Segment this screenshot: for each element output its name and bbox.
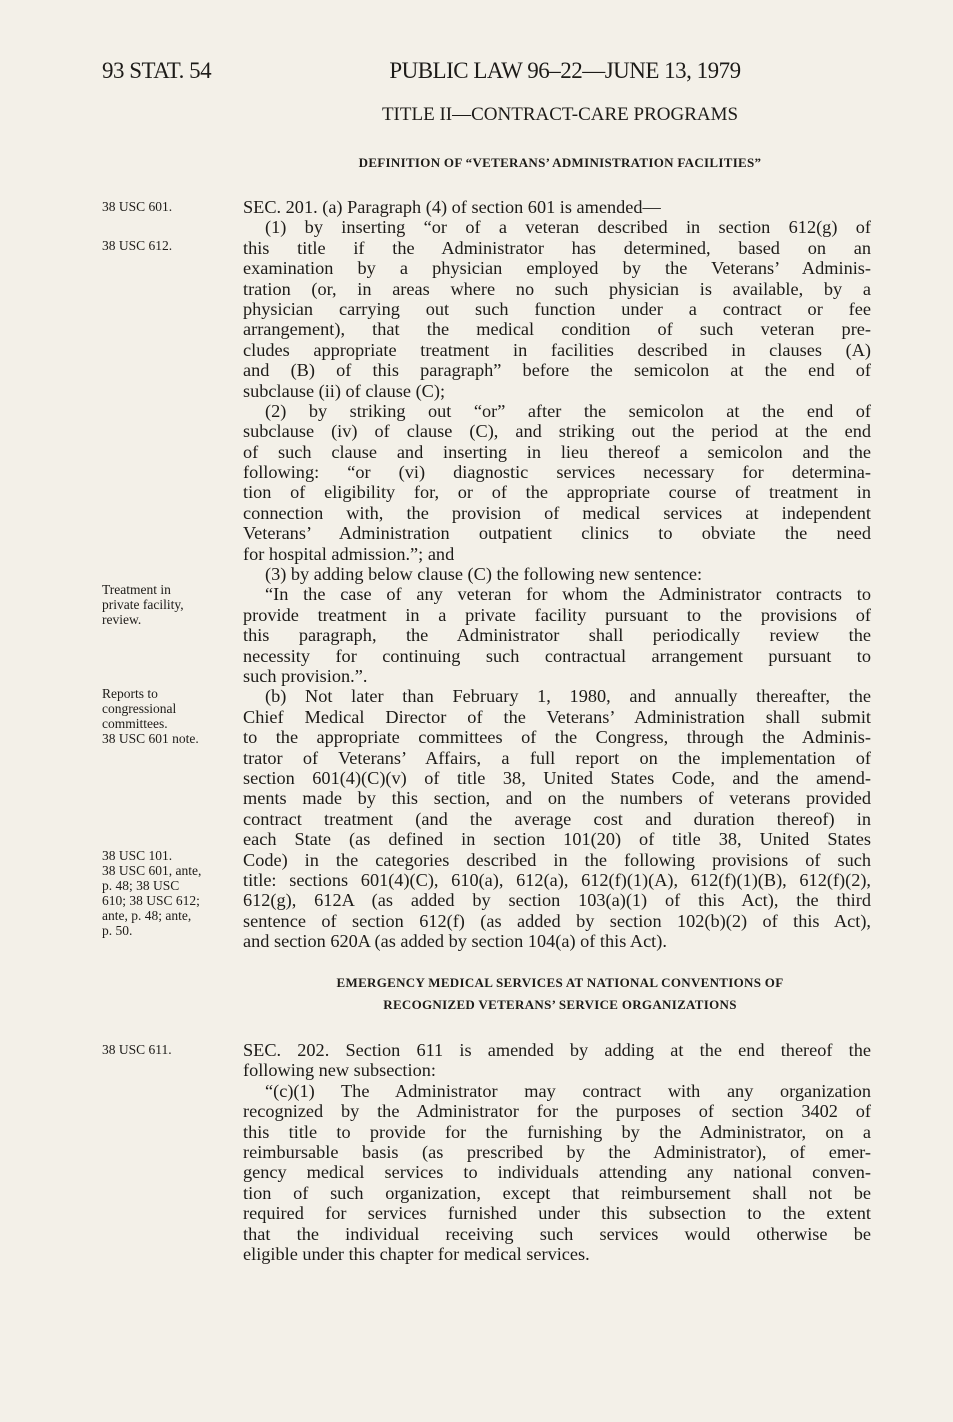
paragraph [243,1040,871,1081]
margin-note-line: p. 48; 38 USC [102,878,180,893]
margin-note-line: review. [102,612,142,627]
text-line: 612(g), 612A (as added by section 103(a)(1) of this Act), the third [243,890,871,911]
margin-note [102,582,232,627]
text-line: following: “or (vi) diagnostic services necessary for determina- [243,462,871,483]
paragraph [243,564,871,584]
margin-note-line: private facility, [102,597,184,612]
text-line: (2) by striking out “or” after the semicolon at the end of [265,400,871,421]
text-line: Code) in the categories described in the following provisions of such [243,849,871,870]
text-line: arrangement), that the medical condition of such veteran pre- [243,319,871,340]
margin-note-line: congressional [102,701,177,716]
margin-note [102,848,232,938]
text-line: required for services furnished under this subsection to the extent [243,1203,871,1224]
text-line: this title to provide for the furnishing by the Administrator, on a [243,1121,871,1142]
text-line: to the appropriate committees of the Congress, through the Adminis- [243,727,871,748]
running-head: PUBLIC LAW 96–22—JUNE 13, 1979 [389,58,741,83]
margin-note-line: 610; 38 USC 612; [102,893,200,908]
margin-note [102,238,232,253]
text-line: physician carrying out such function under a contract or fee [243,298,871,319]
text-line: tration (or, in areas where no such physician is available, by a [243,278,871,299]
text-line: title: sections 601(4)(C), 610(a), 612(a), 612(f)(1)(A), 612(f)(1)(B), 612(f)(2), [243,869,871,890]
text-line: this paragraph, the Administrator shall periodically review the [243,625,871,646]
page-stat-number: 93 STAT. 54 [102,58,212,83]
text-line: Chief Medical Director of the Veterans’ Administration shall submit [243,706,871,727]
text-line: provide treatment in a private facility pursuant to the provisions of [243,604,871,625]
heading-line: RECOGNIZED VETERANS’ SERVICE ORGANIZATIONS [383,997,737,1012]
heading-line: EMERGENCY MEDICAL SERVICES AT NATIONAL CONVENTIONS OF [336,975,784,990]
text-line: reimbursable basis (as prescribed by the Administrator), of emer- [243,1141,871,1162]
text-line: “(c)(1) The Administrator may contract with any organization [265,1080,871,1101]
text-line: gency medical services to individuals attending any national conven- [243,1162,871,1183]
section-heading-emergency-services [240,972,880,1016]
margin-note-line: 38 USC 612. [102,238,173,253]
margin-note-line: 38 USC 601, ante, [102,863,202,878]
paragraph [243,1081,871,1265]
text-line: sentence of section 612(f) (as added by section 102(b)(2) of this Act), [243,910,871,931]
margin-note-line: 38 USC 611. [102,1042,172,1057]
text-line: SEC. 202. Section 611 is amended by adding at the end thereof the [243,1040,871,1060]
text-line: examination by a physician employed by the Veterans’ Adminis- [243,258,871,279]
title-heading: TITLE II—CONTRACT-CARE PROGRAMS [381,104,739,125]
text-line: following new subsection: [243,1060,436,1081]
section-heading-definition [240,152,880,174]
text-line: and (B) of this paragraph” before the semicolon at the end of [243,360,871,381]
margin-note-line: committees. [102,716,168,731]
text-line: (b) Not later than February 1, 1980, and annually thereafter, the [265,686,871,707]
margin-note [102,686,232,746]
text-line: tion of eligibility for, or of the appropriate course of treatment in [243,482,871,503]
paragraph [243,401,871,564]
text-line: contract treatment (and the average cost and duration thereof) in [243,808,871,829]
text-line: such provision.”. [243,665,368,686]
text-line: SEC. 201. (a) Paragraph (4) of section 601 is amended— [243,197,661,217]
text-line: trator of Veterans’ Affairs, a full report on the implementation of [243,747,871,768]
text-line: (3) by adding below clause (C) the following new sentence: [265,564,703,585]
text-line: section 601(4)(C)(v) of title 38, United States Code, and the amend- [243,767,871,788]
paragraph [243,217,871,401]
margin-note [102,199,232,214]
text-line: ments made by this section, and on the numbers of veterans provided [243,788,871,809]
heading-line: DEFINITION OF “VETERANS’ ADMINISTRATION FACILITIES” [358,155,762,170]
section-202-text [243,1040,871,1264]
text-line: tion of such organization, except that reimbursement shall not be [243,1182,871,1203]
text-line: recognized by the Administrator for the purposes of section 3402 of [243,1101,871,1122]
margin-note-line: Treatment in [102,582,171,597]
text-line: eligible under this chapter for medical services. [243,1243,590,1264]
margin-note-line: 38 USC 101. [102,848,173,863]
text-line: each State (as defined in section 101(20) of title 38, United States [243,829,871,850]
text-line: (1) by inserting “or of a veteran described in section 612(g) of [265,217,871,238]
text-line: for hospital admission.”; and [243,543,455,564]
text-line: “In the case of any veteran for whom the Administrator contracts to [265,584,871,605]
margin-note-line: ante, p. 48; ante, [102,908,192,923]
margin-note-line: 38 USC 601 note. [102,731,199,746]
text-line: cludes appropriate treatment in facilities described in clauses (A) [243,339,871,360]
text-line: necessity for continuing such contractual arrangement pursuant to [243,645,871,666]
text-line: Veterans’ Administration outpatient clinics to obviate the need [243,523,871,544]
text-line: subclause (ii) of clause (C); [243,380,446,401]
margin-note-line: 38 USC 601. [102,199,173,214]
text-line: of such clause and inserting in lieu thereof a semicolon and the [243,441,871,462]
margin-note [102,1042,232,1057]
text-line: connection with, the provision of medical services at independent [243,502,871,523]
text-line: this title if the Administrator has determined, based on an [243,237,871,258]
text-line: that the individual receiving such services would otherwise be [243,1223,871,1244]
paragraph [243,584,871,686]
paragraph [243,197,871,217]
margin-note-line: p. 50. [102,923,133,938]
section-201-text [243,197,871,951]
margin-note-line: Reports to [102,686,158,701]
text-line: subclause (iv) of clause (C), and striking out the period at the end [243,421,871,442]
paragraph [243,686,871,951]
text-line: and section 620A (as added by section 104(a) of this Act). [243,931,667,952]
